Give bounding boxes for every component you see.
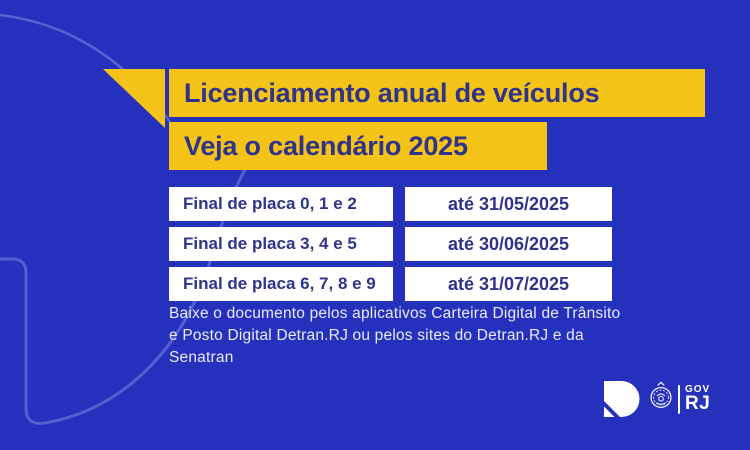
plate-label: Final de placa 3, 4 e 5 (183, 234, 357, 253)
deadline-label: até 31/07/2025 (447, 273, 570, 294)
logo-group (604, 380, 710, 418)
table-row (169, 267, 612, 301)
deadline-label: até 30/06/2025 (447, 233, 570, 254)
plate-label: Final de placa 0, 1 e 2 (183, 194, 357, 213)
headline-banner (169, 69, 705, 117)
deadline-cell (405, 267, 612, 301)
rj-label: RJ (685, 393, 711, 414)
gov-label: GOV (685, 384, 711, 395)
plate-cell (169, 227, 393, 261)
plate-cell (169, 187, 393, 221)
headline-text: Licenciamento anual de veículos (184, 77, 600, 108)
deadline-cell (405, 187, 612, 221)
plate-label: Final de placa 6, 7, 8 e 9 (183, 274, 376, 293)
deadline-label: até 31/05/2025 (447, 193, 570, 214)
rj-coat-of-arms-icon (648, 381, 674, 412)
detran-rj-logo-icon (604, 381, 640, 417)
gov-rj-wordmark (685, 385, 710, 413)
logo-divider (678, 385, 680, 414)
calendar-table (169, 187, 612, 307)
deadline-cell (405, 227, 612, 261)
table-row (169, 227, 612, 261)
banner-tail-triangle (103, 69, 165, 128)
plate-cell (169, 267, 393, 301)
table-row (169, 187, 612, 221)
subheadline-text: Veja o calendário 2025 (184, 130, 468, 161)
subheadline-banner (169, 122, 547, 170)
download-instructions-text: Baixe o documento pelos aplicativos Carteira Digital de Trânsito e Posto Digital Detran.RJ ou pelos sites do Detran.RJ e da Senatran (169, 305, 621, 366)
